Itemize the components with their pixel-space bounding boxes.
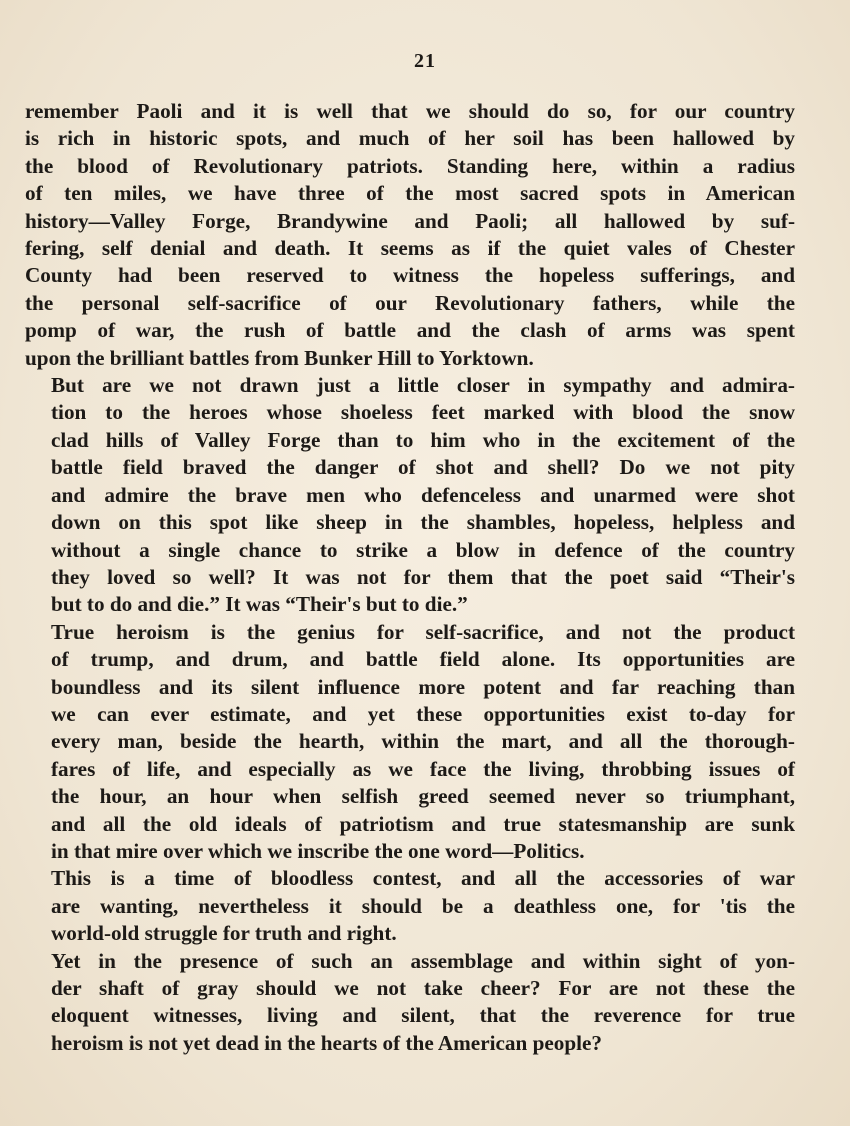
- paragraph: [25, 865, 795, 947]
- text-line: This is a time of bloodless contest, and all the accessories of war: [51, 866, 795, 891]
- text-line: but to do and die.” It was “Their's but to die.”: [51, 592, 468, 617]
- text-line: the personal self-sacrifice of our Revolutionary fathers, while the: [25, 290, 795, 315]
- paragraph: [25, 372, 795, 619]
- text-line: we can ever estimate, and yet these opportunities exist to-day for: [51, 701, 795, 726]
- text-line: But are we not drawn just a little closer in sympathy and admira-: [51, 373, 795, 398]
- text-line: and all the old ideals of patriotism and true statesmanship are sunk: [51, 811, 795, 836]
- paragraph: [25, 98, 795, 372]
- text-line: they loved so well? It was not for them that the poet said “Their's: [51, 564, 795, 589]
- text-line: battle field braved the danger of shot and shell? Do we not pity: [51, 455, 795, 480]
- text-line: world-old struggle for truth and right.: [51, 921, 397, 946]
- text-line: the blood of Revolutionary patriots. Standing here, within a radius: [25, 153, 795, 178]
- text-line: fering, self denial and death. It seems as if the quiet vales of Chester: [25, 236, 795, 261]
- text-line: pomp of war, the rush of battle and the clash of arms was spent: [25, 318, 795, 343]
- text-line: der shaft of gray should we not take cheer? For are not these the: [51, 976, 795, 1000]
- paragraph: [25, 948, 795, 1058]
- text-line: tion to the heroes whose shoeless feet marked with blood the snow: [51, 400, 795, 425]
- text-line: Yet in the presence of such an assemblage and within sight of yon-: [51, 948, 795, 973]
- text-line: history—Valley Forge, Brandywine and Paoli; all hallowed by suf-: [25, 208, 795, 233]
- page-number: 21: [414, 50, 436, 72]
- paragraph: [25, 619, 795, 866]
- text-line: eloquent witnesses, living and silent, that the reverence for true: [51, 1003, 795, 1028]
- text-line: heroism is not yet dead in the hearts of the American people?: [51, 1030, 603, 1055]
- text-line: clad hills of Valley Forge than to him who in the excitement of the: [51, 427, 795, 452]
- text-line: upon the brilliant battles from Bunker Hill to Yorktown.: [25, 345, 534, 370]
- body-text: [25, 98, 795, 1057]
- text-line: True heroism is the genius for self-sacrifice, and not the product: [51, 619, 795, 644]
- text-line: is rich in historic spots, and much of her soil has been hallowed by: [25, 126, 795, 151]
- text-line: County had been reserved to witness the hopeless sufferings, and: [25, 263, 795, 288]
- text-line: are wanting, nevertheless it should be a deathless one, for 'tis the: [51, 893, 795, 918]
- text-line: in that mire over which we inscribe the one word—Politics.: [51, 838, 585, 863]
- text-line: down on this spot like sheep in the shambles, hopeless, helpless and: [51, 510, 795, 535]
- text-line: remember Paoli and it is well that we should do so, for our country: [25, 99, 795, 123]
- text-line: and admire the brave men who defenceless and unarmed were shot: [51, 482, 795, 507]
- text-line: of trump, and drum, and battle field alone. Its opportunities are: [51, 647, 795, 672]
- text-line: of ten miles, we have three of the most sacred spots in American: [25, 181, 795, 206]
- text-line: without a single chance to strike a blow in defence of the country: [51, 537, 795, 562]
- text-line: the hour, an hour when selfish greed seemed never so triumphant,: [51, 784, 795, 809]
- text-line: fares of life, and especially as we face the living, throbbing issues of: [51, 756, 795, 781]
- text-line: every man, beside the hearth, within the mart, and all the thorough-: [51, 729, 795, 754]
- text-line: boundless and its silent influence more potent and far reaching than: [51, 674, 795, 699]
